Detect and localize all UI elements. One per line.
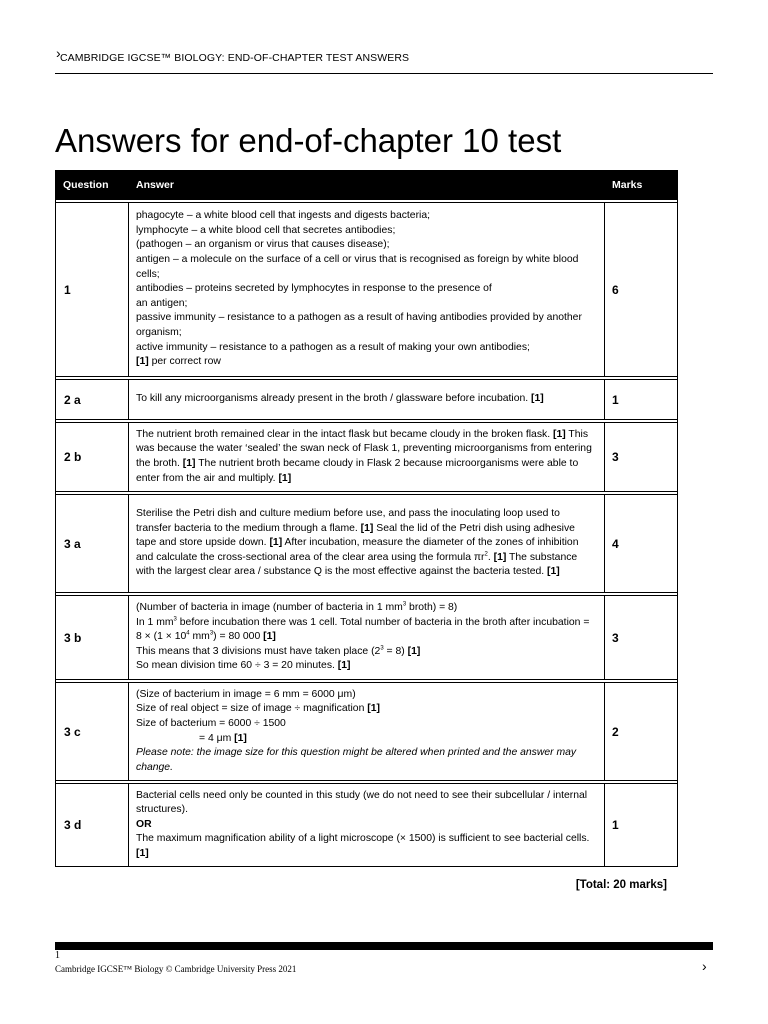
answer-sentence: before incubation there was 1 cell. Total number of bacteria in the broth after incubation = 8 × (1 × 10 bbox=[136, 616, 593, 643]
answer-cell bbox=[129, 495, 605, 593]
footer-copyright: Cambridge IGCSE™ Biology © Cambridge University Press 2021 bbox=[55, 964, 297, 974]
mark-tag: [1] bbox=[234, 732, 247, 744]
answer-cell bbox=[129, 380, 605, 420]
answer-sentence: In 1 mm bbox=[136, 616, 174, 628]
table-row bbox=[56, 203, 678, 377]
question-number: 1 bbox=[56, 203, 129, 377]
answer-sentence: ) = 80 000 bbox=[213, 631, 264, 643]
marks-value: 1 bbox=[605, 380, 678, 420]
answer-line bbox=[136, 659, 598, 674]
answer-text bbox=[136, 507, 598, 580]
page-title: Answers for end-of-chapter 10 test bbox=[55, 122, 562, 159]
answer-line: phagocyte – a white blood cell that ingests and digests bacteria; bbox=[136, 210, 431, 222]
answer-sentence: The nutrient broth remained clear in the intact flask but became cloudy in the broken flask. bbox=[136, 428, 551, 440]
answer-text bbox=[136, 428, 598, 486]
answer-sentence: broth) = 8) bbox=[406, 602, 458, 614]
mark-tag: [1] bbox=[182, 458, 196, 469]
answer-cell bbox=[129, 203, 605, 377]
answer-line bbox=[136, 355, 598, 370]
footer-bar bbox=[55, 942, 713, 950]
mark-tag: [1] bbox=[337, 660, 351, 672]
superscript: 3 bbox=[380, 645, 384, 652]
mark-tag: [1] bbox=[278, 472, 292, 484]
question-number: 3 d bbox=[56, 784, 129, 867]
answer-line: passive immunity – resistance to a pathogen as a result of having antibodies provided by another organism; bbox=[136, 312, 585, 338]
table-row bbox=[56, 423, 678, 492]
header-chevron-icon: › bbox=[56, 45, 61, 61]
mark-tag: [1] bbox=[553, 428, 566, 440]
mark-tag: [1] bbox=[493, 551, 507, 563]
mark-tag: [1] bbox=[547, 566, 560, 578]
answers-table bbox=[55, 170, 678, 867]
total-marks: [Total: 20 marks] bbox=[575, 879, 667, 891]
answer-sentence: = 4 μm bbox=[199, 732, 235, 744]
running-header: CAMBRIDGE IGCSE™ BIOLOGY: END-OF-CHAPTER TEST ANSWERS bbox=[60, 52, 410, 64]
answer-line: active immunity – resistance to a pathogen as a result of making your own antibodies; bbox=[136, 341, 530, 353]
answer-cell bbox=[129, 596, 605, 680]
answer-sentence: This was because the water ‘sealed’ the swan neck of Flask 1, preventing microorganisms from entering the broth. bbox=[136, 428, 595, 469]
marks-value: 4 bbox=[605, 495, 678, 593]
mark-tag: [1] bbox=[269, 537, 283, 549]
or-label: OR bbox=[136, 818, 152, 830]
superscript: 3 bbox=[173, 616, 177, 623]
answer-sentence: Seal the lid of the Petri dish using adhesive tape and store upside down. bbox=[136, 522, 578, 549]
answer-line bbox=[136, 818, 598, 833]
header-question: Question bbox=[56, 171, 129, 200]
answer-sentence: mm bbox=[189, 631, 210, 643]
answer-sentence: . bbox=[487, 551, 491, 563]
mark-tag: [1] bbox=[407, 645, 421, 657]
marks-value: 6 bbox=[605, 203, 678, 377]
superscript: 2 bbox=[484, 551, 488, 558]
question-number: 2 b bbox=[56, 423, 129, 492]
answer-cell bbox=[129, 683, 605, 781]
mark-tag: [1] bbox=[367, 703, 380, 715]
answer-line: antigen – a molecule on the surface of a cell or virus that is recognised as foreign by white blood cells; bbox=[136, 254, 582, 280]
answer-line bbox=[136, 832, 598, 861]
answer-line bbox=[136, 732, 598, 747]
answer-line: an antigen; bbox=[136, 297, 188, 309]
answer-sentence: Size of real object = size of image ÷ magnification bbox=[136, 703, 368, 715]
answer-line: Size of bacterium = 6000 ÷ 1500 bbox=[136, 717, 286, 729]
answer-cell bbox=[129, 784, 605, 867]
answer-sentence: So mean division time 60 ÷ 3 = 20 minutes. bbox=[136, 660, 338, 672]
answer-line bbox=[136, 702, 598, 717]
answer-sentence: This means that 3 divisions must have taken place (2 bbox=[136, 645, 381, 657]
answer-sentence: The nutrient broth became cloudy in Flask 2 because microorganisms were able to enter from the air and multiply. bbox=[136, 458, 582, 484]
mark-tag: [1] bbox=[360, 522, 374, 534]
answer-line bbox=[136, 616, 598, 645]
mark-tag: [1] bbox=[263, 631, 276, 643]
answer-sentence: To kill any microorganisms already present in the broth / glassware before incubation. bbox=[136, 393, 529, 405]
marks-value: 3 bbox=[605, 596, 678, 680]
marks-value: 3 bbox=[605, 423, 678, 492]
table-row bbox=[56, 784, 678, 867]
question-number: 3 c bbox=[56, 683, 129, 781]
mark-note: per correct row bbox=[148, 356, 221, 368]
header-answer: Answer bbox=[129, 171, 605, 200]
answer-sentence: After incubation, measure the diameter of the zones of inhibition and calculate the cross-sectional area of the clear area using the formula πr bbox=[136, 537, 582, 563]
answer-line bbox=[136, 645, 598, 660]
question-number: 3 b bbox=[56, 596, 129, 680]
answer-sentence: = 8) bbox=[383, 645, 408, 657]
table-row bbox=[56, 683, 678, 781]
answer-note: Please note: the image size for this question might be altered when printed and the answer may change. bbox=[136, 747, 580, 773]
superscript: 3 bbox=[209, 630, 214, 637]
mark-tag: [1] bbox=[136, 356, 149, 368]
marks-value: 2 bbox=[605, 683, 678, 781]
answer-text bbox=[136, 392, 598, 407]
question-number: 2 a bbox=[56, 380, 129, 420]
answer-sentence: (Number of bacteria in image (number of bacteria in 1 mm bbox=[136, 602, 403, 614]
question-number: 3 a bbox=[56, 495, 129, 593]
answer-line: (pathogen – an organism or virus that causes disease); bbox=[136, 239, 390, 251]
answer-sentence: Sterilise the Petri dish and culture medium before use, and pass the inoculating loop used to transfer bacteria to the medium through a flame. bbox=[136, 508, 563, 534]
answer-line: (Size of bacterium in image = 6 mm = 6000 μm) bbox=[136, 688, 356, 700]
answer-line: Bacterial cells need only be counted in this study (we do not need to see their subcellular / internal structures). bbox=[136, 789, 590, 816]
table-header-row bbox=[56, 171, 678, 200]
answer-sentence: The maximum magnification ability of a light microscope (× 1500) is sufficient to see bacterial cells. bbox=[136, 833, 593, 845]
table-row bbox=[56, 380, 678, 420]
answer-line bbox=[136, 601, 598, 616]
superscript: 3 bbox=[402, 601, 407, 608]
mark-tag: [1] bbox=[136, 847, 149, 859]
footer-chevron-icon: › bbox=[702, 958, 707, 974]
answer-line: lymphocyte – a white blood cell that secretes antibodies; bbox=[136, 224, 396, 236]
table-row bbox=[56, 596, 678, 680]
superscript: 4 bbox=[186, 630, 190, 637]
table-row bbox=[56, 495, 678, 593]
header-marks: Marks bbox=[605, 171, 678, 200]
answer-sentence: The substance with the largest clear area / substance Q is the most effective against the bacteria tested. bbox=[136, 551, 581, 578]
header-rule bbox=[55, 73, 713, 74]
answer-line: antibodies – proteins secreted by lymphocytes in response to the presence of bbox=[136, 283, 492, 295]
page-number: 1 bbox=[55, 950, 60, 961]
answer-cell bbox=[129, 423, 605, 492]
marks-value: 1 bbox=[605, 784, 678, 867]
mark-tag: [1] bbox=[531, 393, 544, 405]
